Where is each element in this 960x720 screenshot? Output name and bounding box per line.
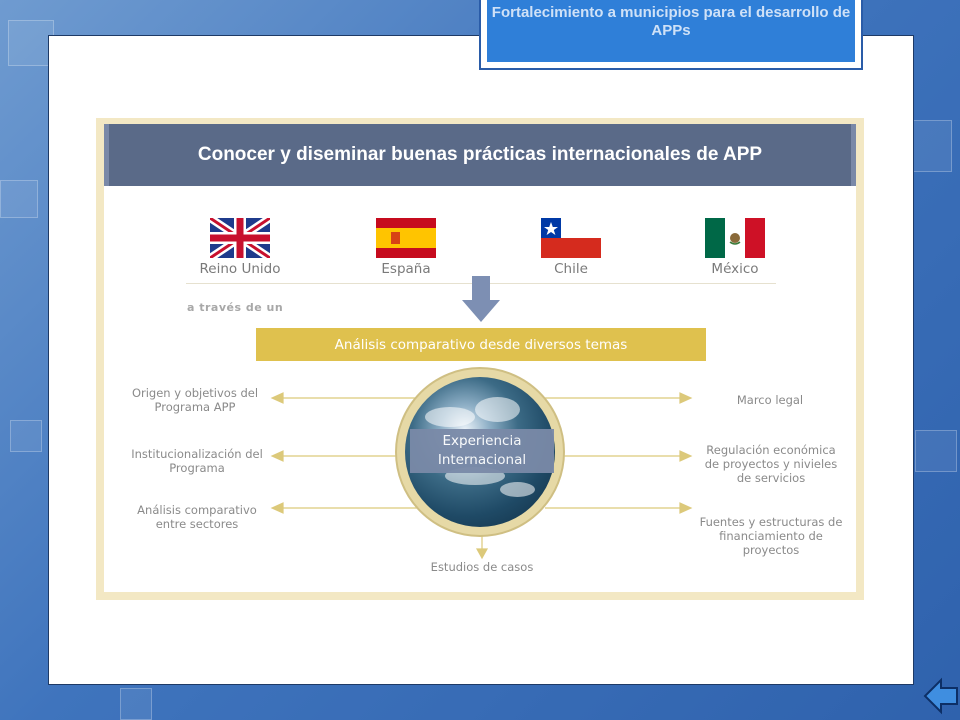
country-label-mexico: México bbox=[711, 261, 759, 277]
cloud-shape bbox=[425, 407, 475, 427]
background-square bbox=[10, 420, 42, 452]
country-label-uk: Reino Unido bbox=[199, 261, 281, 277]
cloud-shape bbox=[500, 482, 535, 497]
topic-right-1: Marco legal bbox=[736, 393, 804, 407]
country-label-chile: Chile bbox=[554, 261, 588, 277]
uk-flag-icon bbox=[210, 218, 270, 258]
diagram-title: Conocer y diseminar buenas prácticas internacionales de APP bbox=[104, 124, 856, 186]
comparative-analysis-band: Análisis comparativo desde diversos temas bbox=[256, 328, 706, 361]
center-label: Experiencia Internacional bbox=[410, 429, 554, 473]
cloud-shape bbox=[475, 397, 520, 422]
via-text: a través de un bbox=[187, 301, 284, 314]
topic-left-1: Origen y objetivos del Programa APP bbox=[131, 386, 259, 414]
topic-left-2: Institucionalización del Programa bbox=[131, 447, 263, 475]
topic-right-3: Fuentes y estructuras de financiamiento de proyectos bbox=[699, 515, 843, 557]
topic-right-2: Regulación económica de proyectos y nivieles de servicios bbox=[704, 443, 838, 485]
chile-flag-icon bbox=[541, 218, 601, 258]
background-square bbox=[120, 688, 152, 720]
topic-left-3: Análisis comparativo entre sectores bbox=[137, 503, 257, 531]
header-title: Fortalecimiento a municipios para el desarrollo de APPs bbox=[487, 0, 855, 62]
background-square bbox=[0, 180, 38, 218]
spain-flag-icon bbox=[376, 218, 436, 258]
background-square bbox=[915, 430, 957, 472]
country-label-spain: España bbox=[381, 261, 431, 277]
topic-bottom: Estudios de casos bbox=[430, 560, 534, 574]
back-arrow-icon bbox=[921, 676, 960, 716]
down-arrow-icon bbox=[462, 276, 500, 322]
back-button[interactable] bbox=[921, 676, 960, 716]
header-box bbox=[479, 0, 863, 70]
mexico-flag-icon bbox=[705, 218, 765, 258]
